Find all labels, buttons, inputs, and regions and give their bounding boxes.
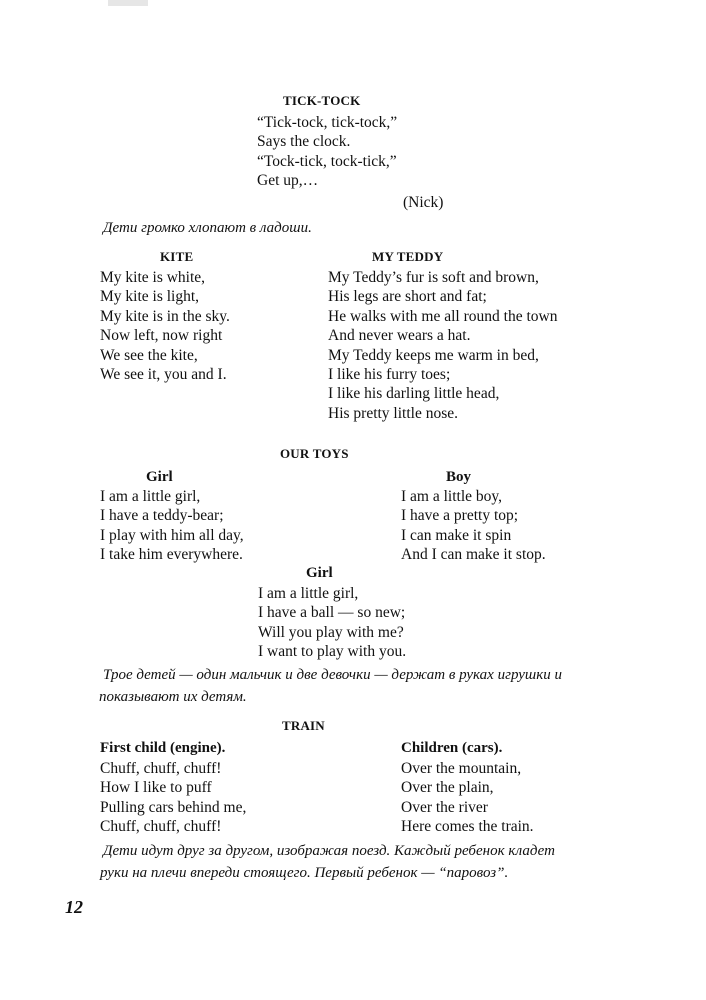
poem-line: Says the clock. xyxy=(257,133,351,151)
poem-line: Over the mountain, xyxy=(401,760,522,777)
poem-line: How I like to puff xyxy=(100,779,212,797)
poem-line: We see it, you and I. xyxy=(100,366,227,384)
instruction-train xyxy=(100,840,555,884)
my-teddy-poem xyxy=(328,268,557,423)
tick-tock-author: (Nick) xyxy=(403,194,444,211)
girl-verse xyxy=(258,584,406,662)
poem-line: He walks with me all round the town xyxy=(328,307,558,325)
poem-line: Over the plain, xyxy=(401,779,494,797)
poem-line: Pulling cars behind me, xyxy=(100,798,247,816)
girl-label: Girl xyxy=(306,565,333,581)
instruction-line: Дети идут друг за другом, изображая поезд. Каждый ребенок кладет xyxy=(103,843,555,859)
poem-line: My kite is light, xyxy=(100,288,200,306)
poem-line: I take him everywhere. xyxy=(100,546,243,564)
poem-line: I like his furry toes; xyxy=(328,366,451,384)
poem-line: Here comes the train. xyxy=(401,818,534,836)
kite-poem xyxy=(100,268,230,384)
poem-line: “Tock-tick, tock-tick,” xyxy=(257,152,397,170)
tick-tock-poem xyxy=(257,113,397,191)
poem-line: We see the kite, xyxy=(100,346,198,364)
tick-tock-title: TICK-TOCK xyxy=(283,93,361,108)
poem-line: His pretty little nose. xyxy=(328,404,459,422)
instruction-toys xyxy=(99,664,562,708)
poem-line: Over the river xyxy=(401,798,488,816)
poem-line: My kite is white, xyxy=(100,269,206,286)
instruction-line: Трое детей — один мальчик и две девочки — держат в руках игрушки и xyxy=(103,667,562,683)
poem-line: Will you play with me? xyxy=(258,623,404,641)
poem-line: I am a little girl, xyxy=(258,585,359,602)
our-toys-title: OUR TOYS xyxy=(280,446,349,461)
kite-title: KITE xyxy=(160,249,194,264)
girl-verse xyxy=(100,487,244,565)
page-number: 12 xyxy=(65,897,83,917)
poem-line: And I can make it stop. xyxy=(401,546,546,564)
poem-line: Chuff, chuff, chuff! xyxy=(100,818,222,836)
train-title: TRAIN xyxy=(282,718,325,733)
poem-line: I am a little boy, xyxy=(401,488,503,505)
instruction-line: руки на плечи впереди стоящего. Первый ребенок — “паровоз”. xyxy=(100,865,509,881)
instruction-line: показывают их детям. xyxy=(99,689,247,705)
cars-verse xyxy=(401,759,534,837)
engine-label: First child (engine). xyxy=(100,740,226,756)
girl-label: Girl xyxy=(146,469,173,485)
poem-line: My kite is in the sky. xyxy=(100,307,230,325)
poem-line: I can make it spin xyxy=(401,526,512,544)
poem-line: I play with him all day, xyxy=(100,526,244,544)
poem-line: I have a teddy-bear; xyxy=(100,507,224,525)
poem-line: His legs are short and fat; xyxy=(328,288,487,306)
poem-line: I am a little girl, xyxy=(100,488,201,505)
poem-line: I like his darling little head, xyxy=(328,385,500,403)
cars-label: Children (cars). xyxy=(401,740,503,756)
poem-line: I have a pretty top; xyxy=(401,507,519,525)
poem-line: Get up,… xyxy=(257,172,319,190)
boy-label: Boy xyxy=(446,469,472,485)
engine-verse xyxy=(100,759,246,837)
scan-artifact xyxy=(108,0,148,6)
poem-line: Chuff, chuff, chuff! xyxy=(100,760,222,777)
poem-line: My Teddy keeps me warm in bed, xyxy=(328,346,539,364)
poem-line: My Teddy’s fur is soft and brown, xyxy=(328,269,539,286)
boy-verse xyxy=(401,487,546,565)
poem-line: I have a ball — so new; xyxy=(258,604,406,622)
poem-line: “Tick-tock, tick-tock,” xyxy=(257,114,398,131)
my-teddy-title: MY TEDDY xyxy=(372,249,444,264)
poem-line: And never wears a hat. xyxy=(328,327,471,345)
poem-line: Now left, now right xyxy=(100,327,223,345)
instruction-clap: Дети громко хлопают в ладоши. xyxy=(103,220,312,236)
poem-line: I want to play with you. xyxy=(258,643,407,661)
